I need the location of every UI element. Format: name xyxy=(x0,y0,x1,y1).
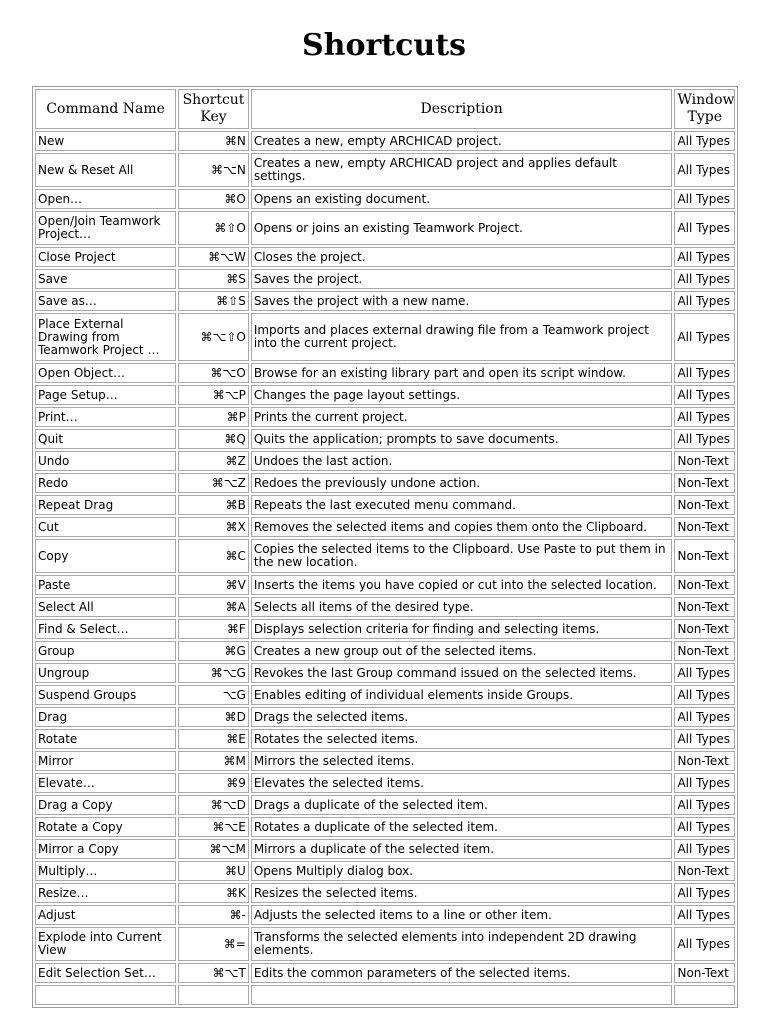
window-type-cell: All Types xyxy=(674,883,735,903)
description-cell: Saves the project with a new name. xyxy=(251,291,673,311)
shortcut-key-cell: ⌘⇧S xyxy=(178,291,249,311)
table-row xyxy=(35,597,735,617)
shortcut-key-cell: ⌘U xyxy=(178,861,249,881)
command-name-cell: Rotate a Copy xyxy=(35,817,176,837)
header-command-name: Command Name xyxy=(35,89,176,129)
window-type-cell: Non-Text xyxy=(674,495,735,515)
description-cell: Copies the selected items to the Clipboard. Use Paste to put them in the new location. xyxy=(251,539,673,573)
window-type-cell: All Types xyxy=(674,729,735,749)
description-cell: Rotates a duplicate of the selected item. xyxy=(251,817,673,837)
table-row xyxy=(35,619,735,639)
window-type-cell: Non-Text xyxy=(674,597,735,617)
description-cell: Closes the project. xyxy=(251,247,673,267)
table-body xyxy=(35,131,735,1005)
window-type-cell: All Types xyxy=(674,189,735,209)
table-row xyxy=(35,429,735,449)
shortcut-key-cell: ⌘⌥M xyxy=(178,839,249,859)
shortcut-key-cell: ⌘⌥W xyxy=(178,247,249,267)
description-cell: Selects all items of the desired type. xyxy=(251,597,673,617)
window-type-cell: Non-Text xyxy=(674,473,735,493)
command-name-cell: New xyxy=(35,131,176,151)
window-type-cell: All Types xyxy=(674,927,735,961)
table-row xyxy=(35,773,735,793)
shortcut-key-cell: ⌘N xyxy=(178,131,249,151)
window-type-cell: Non-Text xyxy=(674,575,735,595)
table-row xyxy=(35,211,735,245)
description-cell: Saves the project. xyxy=(251,269,673,289)
shortcut-key-cell: ⌘S xyxy=(178,269,249,289)
table-header-row xyxy=(35,89,735,129)
shortcut-key-cell: ⌘= xyxy=(178,927,249,961)
description-cell: Quits the application; prompts to save documents. xyxy=(251,429,673,449)
command-name-cell: Group xyxy=(35,641,176,661)
table-row xyxy=(35,817,735,837)
window-type-cell: All Types xyxy=(674,707,735,727)
table-row xyxy=(35,495,735,515)
description-cell: Imports and places external drawing file from a Teamwork project into the current project. xyxy=(251,313,673,361)
window-type-cell: All Types xyxy=(674,385,735,405)
command-name-cell: Drag a Copy xyxy=(35,795,176,815)
empty-cell xyxy=(35,985,176,1005)
command-name-cell: Open Object… xyxy=(35,363,176,383)
description-cell: Edits the common parameters of the selected items. xyxy=(251,963,673,983)
description-cell: Undoes the last action. xyxy=(251,451,673,471)
window-type-cell: All Types xyxy=(674,269,735,289)
table-row xyxy=(35,131,735,151)
command-name-cell: Repeat Drag xyxy=(35,495,176,515)
command-name-cell: Paste xyxy=(35,575,176,595)
table-row xyxy=(35,269,735,289)
description-cell: Creates a new, empty ARCHICAD project and applies default settings. xyxy=(251,153,673,187)
command-name-cell: Drag xyxy=(35,707,176,727)
command-name-cell: Open/Join Teamwork Project… xyxy=(35,211,176,245)
description-cell: Mirrors the selected items. xyxy=(251,751,673,771)
header-description: Description xyxy=(251,89,673,129)
shortcut-key-cell: ⌘C xyxy=(178,539,249,573)
command-name-cell: Elevate… xyxy=(35,773,176,793)
description-cell: Resizes the selected items. xyxy=(251,883,673,903)
table-row xyxy=(35,313,735,361)
description-cell: Inserts the items you have copied or cut into the selected location. xyxy=(251,575,673,595)
description-cell: Opens or joins an existing Teamwork Project. xyxy=(251,211,673,245)
shortcuts-table-container xyxy=(32,86,738,1024)
command-name-cell: Redo xyxy=(35,473,176,493)
table-row xyxy=(35,663,735,683)
header-window-type: Window Type xyxy=(674,89,735,129)
table-row xyxy=(35,861,735,881)
window-type-cell: All Types xyxy=(674,839,735,859)
window-type-cell: All Types xyxy=(674,153,735,187)
shortcut-key-cell: ⌘9 xyxy=(178,773,249,793)
window-type-cell: Non-Text xyxy=(674,517,735,537)
table-row xyxy=(35,363,735,383)
description-cell: Browse for an existing library part and open its script window. xyxy=(251,363,673,383)
window-type-cell: All Types xyxy=(674,905,735,925)
shortcut-key-cell: ⌘G xyxy=(178,641,249,661)
shortcut-key-cell: ⌘⌥Z xyxy=(178,473,249,493)
shortcut-key-cell: ⌘X xyxy=(178,517,249,537)
header-shortcut-key: Shortcut Key xyxy=(178,89,249,129)
window-type-cell: Non-Text xyxy=(674,619,735,639)
command-name-cell: Save as… xyxy=(35,291,176,311)
description-cell: Rotates the selected items. xyxy=(251,729,673,749)
shortcut-key-cell: ⌘V xyxy=(178,575,249,595)
shortcut-key-cell: ⌘F xyxy=(178,619,249,639)
command-name-cell: Cut xyxy=(35,517,176,537)
window-type-cell: Non-Text xyxy=(674,539,735,573)
shortcut-key-cell: ⌘⌥N xyxy=(178,153,249,187)
table-row xyxy=(35,729,735,749)
description-cell: Revokes the last Group command issued on the selected items. xyxy=(251,663,673,683)
command-name-cell: Resize… xyxy=(35,883,176,903)
window-type-cell: Non-Text xyxy=(674,963,735,983)
command-name-cell: Close Project xyxy=(35,247,176,267)
command-name-cell: Save xyxy=(35,269,176,289)
table-row xyxy=(35,685,735,705)
description-cell: Removes the selected items and copies them onto the Clipboard. xyxy=(251,517,673,537)
description-cell: Transforms the selected elements into independent 2D drawing elements. xyxy=(251,927,673,961)
window-type-cell: All Types xyxy=(674,773,735,793)
command-name-cell: Print… xyxy=(35,407,176,427)
window-type-cell: All Types xyxy=(674,313,735,361)
shortcut-key-cell: ⌘E xyxy=(178,729,249,749)
shortcut-key-cell: ⌘⌥⇧O xyxy=(178,313,249,361)
command-name-cell: Select All xyxy=(35,597,176,617)
shortcut-key-cell: ⌘⌥D xyxy=(178,795,249,815)
page-title: Shortcuts xyxy=(302,28,466,63)
description-cell: Prints the current project. xyxy=(251,407,673,427)
window-type-cell: Non-Text xyxy=(674,751,735,771)
shortcut-key-cell: ⌘Q xyxy=(178,429,249,449)
command-name-cell: Undo xyxy=(35,451,176,471)
shortcut-key-cell: ⌘- xyxy=(178,905,249,925)
table-row-empty xyxy=(35,985,735,1005)
description-cell: Drags the selected items. xyxy=(251,707,673,727)
description-cell: Changes the page layout settings. xyxy=(251,385,673,405)
description-cell: Opens Multiply dialog box. xyxy=(251,861,673,881)
shortcut-key-cell: ⌘⇧O xyxy=(178,211,249,245)
command-name-cell: Open… xyxy=(35,189,176,209)
description-cell: Mirrors a duplicate of the selected item. xyxy=(251,839,673,859)
window-type-cell: All Types xyxy=(674,429,735,449)
table-row xyxy=(35,795,735,815)
table-row xyxy=(35,883,735,903)
command-name-cell: Rotate xyxy=(35,729,176,749)
window-type-cell: All Types xyxy=(674,817,735,837)
command-name-cell: New & Reset All xyxy=(35,153,176,187)
table-row xyxy=(35,189,735,209)
table-row xyxy=(35,927,735,961)
table-row xyxy=(35,291,735,311)
table-row xyxy=(35,751,735,771)
command-name-cell: Edit Selection Set… xyxy=(35,963,176,983)
command-name-cell: Mirror xyxy=(35,751,176,771)
description-cell: Enables editing of individual elements inside Groups. xyxy=(251,685,673,705)
window-type-cell: Non-Text xyxy=(674,451,735,471)
table-row xyxy=(35,839,735,859)
command-name-cell: Place External Drawing from Teamwork Project … xyxy=(35,313,176,361)
command-name-cell: Find & Select… xyxy=(35,619,176,639)
table-row xyxy=(35,905,735,925)
description-cell: Redoes the previously undone action. xyxy=(251,473,673,493)
table-row xyxy=(35,247,735,267)
table-row xyxy=(35,539,735,573)
command-name-cell: Ungroup xyxy=(35,663,176,683)
table-row xyxy=(35,473,735,493)
window-type-cell: All Types xyxy=(674,291,735,311)
shortcut-key-cell: ⌘⌥E xyxy=(178,817,249,837)
table-row xyxy=(35,575,735,595)
table-row xyxy=(35,407,735,427)
table-row xyxy=(35,517,735,537)
shortcut-key-cell: ⌘P xyxy=(178,407,249,427)
shortcut-key-cell: ⌘B xyxy=(178,495,249,515)
window-type-cell: All Types xyxy=(674,131,735,151)
shortcut-key-cell: ⌘A xyxy=(178,597,249,617)
command-name-cell: Explode into Current View xyxy=(35,927,176,961)
window-type-cell: All Types xyxy=(674,663,735,683)
description-cell: Creates a new, empty ARCHICAD project. xyxy=(251,131,673,151)
table-row xyxy=(35,963,735,983)
command-name-cell: Adjust xyxy=(35,905,176,925)
shortcut-key-cell: ⌘⌥T xyxy=(178,963,249,983)
command-name-cell: Mirror a Copy xyxy=(35,839,176,859)
table-row xyxy=(35,451,735,471)
window-type-cell: Non-Text xyxy=(674,861,735,881)
command-name-cell: Copy xyxy=(35,539,176,573)
command-name-cell: Quit xyxy=(35,429,176,449)
table-row xyxy=(35,385,735,405)
shortcut-key-cell: ⌘Z xyxy=(178,451,249,471)
empty-cell xyxy=(251,985,673,1005)
description-cell: Creates a new group out of the selected items. xyxy=(251,641,673,661)
shortcut-key-cell: ⌘⌥O xyxy=(178,363,249,383)
empty-cell xyxy=(178,985,249,1005)
description-cell: Displays selection criteria for finding and selecting items. xyxy=(251,619,673,639)
window-type-cell: All Types xyxy=(674,685,735,705)
description-cell: Elevates the selected items. xyxy=(251,773,673,793)
description-cell: Repeats the last executed menu command. xyxy=(251,495,673,515)
command-name-cell: Page Setup… xyxy=(35,385,176,405)
shortcut-key-cell: ⌘⌥G xyxy=(178,663,249,683)
window-type-cell: Non-Text xyxy=(674,641,735,661)
window-type-cell: All Types xyxy=(674,211,735,245)
shortcut-key-cell: ⌘D xyxy=(178,707,249,727)
description-cell: Adjusts the selected items to a line or other item. xyxy=(251,905,673,925)
description-cell: Opens an existing document. xyxy=(251,189,673,209)
table-row xyxy=(35,641,735,661)
shortcut-key-cell: ⌘M xyxy=(178,751,249,771)
window-type-cell: All Types xyxy=(674,247,735,267)
shortcut-key-cell: ⌥G xyxy=(178,685,249,705)
shortcuts-table xyxy=(32,86,738,1008)
shortcut-key-cell: ⌘⌥P xyxy=(178,385,249,405)
window-type-cell: All Types xyxy=(674,363,735,383)
command-name-cell: Multiply… xyxy=(35,861,176,881)
description-cell: Drags a duplicate of the selected item. xyxy=(251,795,673,815)
shortcut-key-cell: ⌘O xyxy=(178,189,249,209)
table-row xyxy=(35,707,735,727)
window-type-cell: All Types xyxy=(674,407,735,427)
table-row xyxy=(35,153,735,187)
shortcut-key-cell: ⌘K xyxy=(178,883,249,903)
window-type-cell: All Types xyxy=(674,795,735,815)
empty-cell xyxy=(674,985,735,1005)
command-name-cell: Suspend Groups xyxy=(35,685,176,705)
